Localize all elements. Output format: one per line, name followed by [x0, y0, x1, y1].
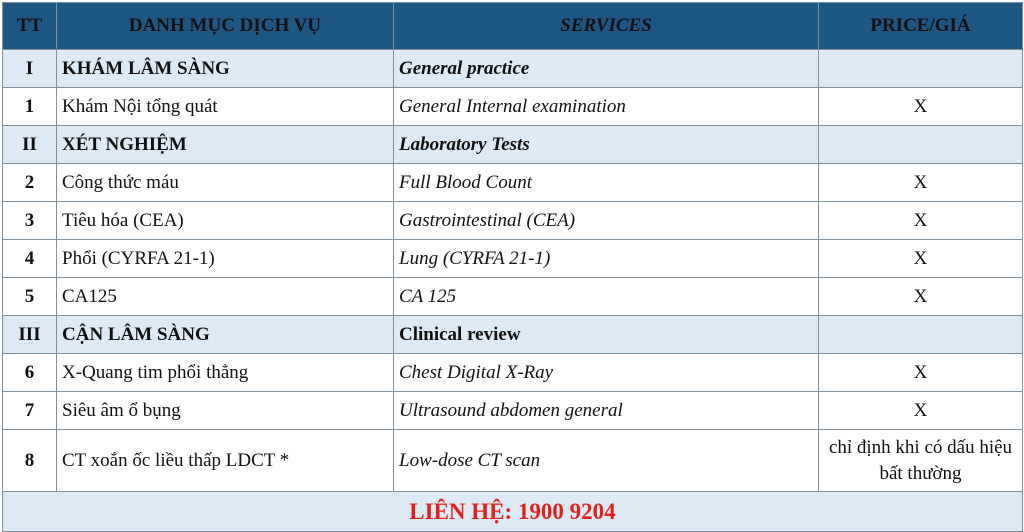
service-price: X: [819, 88, 1023, 126]
section-title-vn: XÉT NGHIỆM: [57, 126, 394, 164]
section-row-general-practice: [3, 50, 1023, 88]
service-name-vn: CT xoắn ốc liều thấp LDCT *: [57, 430, 394, 492]
section-title-en: Clinical review: [394, 316, 819, 354]
service-price: X: [819, 278, 1023, 316]
service-name-vn: Phổi (CYRFA 21-1): [57, 240, 394, 278]
table-row: [3, 164, 1023, 202]
table-row: [3, 392, 1023, 430]
service-name-vn: CA125: [57, 278, 394, 316]
service-name-en: General Internal examination: [394, 88, 819, 126]
row-number: 5: [3, 278, 57, 316]
table-row: [3, 88, 1023, 126]
table-row: [3, 430, 1023, 492]
service-price-note: chỉ định khi có dấu hiệu bất thường: [819, 430, 1023, 492]
service-price: X: [819, 164, 1023, 202]
table-row: [3, 202, 1023, 240]
service-price: X: [819, 392, 1023, 430]
service-price: X: [819, 240, 1023, 278]
table-row: [3, 354, 1023, 392]
section-number: III: [3, 316, 57, 354]
table-row: [3, 240, 1023, 278]
row-number: 8: [3, 430, 57, 492]
section-row-laboratory-tests: [3, 126, 1023, 164]
header-tt: TT: [3, 3, 57, 50]
service-name-vn: Khám Nội tổng quát: [57, 88, 394, 126]
section-row-clinical-review: [3, 316, 1023, 354]
row-number: 2: [3, 164, 57, 202]
section-number: I: [3, 50, 57, 88]
table-header-row: [3, 3, 1023, 50]
header-service-vn: DANH MỤC DỊCH VỤ: [57, 3, 394, 50]
contact-row: [3, 492, 1023, 532]
header-price: PRICE/GIÁ: [819, 3, 1023, 50]
row-number: 7: [3, 392, 57, 430]
section-price-cell: [819, 50, 1023, 88]
row-number: 6: [3, 354, 57, 392]
header-services-en: SERVICES: [394, 3, 819, 50]
section-price-cell: [819, 126, 1023, 164]
section-number: II: [3, 126, 57, 164]
row-number: 4: [3, 240, 57, 278]
service-name-vn: X-Quang tim phổi thẳng: [57, 354, 394, 392]
service-price: X: [819, 202, 1023, 240]
service-price: X: [819, 354, 1023, 392]
service-name-vn: Tiêu hóa (CEA): [57, 202, 394, 240]
service-name-en: Full Blood Count: [394, 164, 819, 202]
service-name-vn: Công thức máu: [57, 164, 394, 202]
section-title-vn: KHÁM LÂM SÀNG: [57, 50, 394, 88]
service-name-vn: Siêu âm ổ bụng: [57, 392, 394, 430]
contact-hotline: LIÊN HỆ: 1900 9204: [3, 492, 1023, 532]
service-name-en: Lung (CYRFA 21-1): [394, 240, 819, 278]
service-name-en: Gastrointestinal (CEA): [394, 202, 819, 240]
service-name-en: Low-dose CT scan: [394, 430, 819, 492]
row-number: 1: [3, 88, 57, 126]
row-number: 3: [3, 202, 57, 240]
section-title-en: Laboratory Tests: [394, 126, 819, 164]
service-name-en: CA 125: [394, 278, 819, 316]
services-price-table: [2, 2, 1023, 532]
section-title-en: General practice: [394, 50, 819, 88]
section-title-vn: CẬN LÂM SÀNG: [57, 316, 394, 354]
section-price-cell: [819, 316, 1023, 354]
service-name-en: Chest Digital X-Ray: [394, 354, 819, 392]
service-name-en: Ultrasound abdomen general: [394, 392, 819, 430]
table-row: [3, 278, 1023, 316]
